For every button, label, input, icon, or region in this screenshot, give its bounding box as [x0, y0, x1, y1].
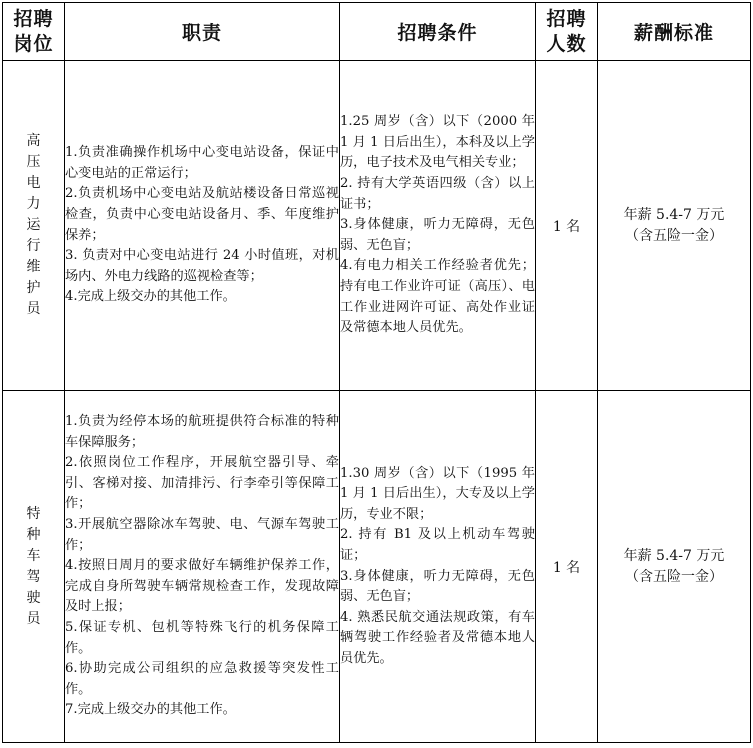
duty-item: 4.按照日周月的要求做好车辆维护保养工作，完成自身所驾驶车辆常规检查工作，发现故障及时上报； — [65, 558, 339, 615]
position-cell — [3, 61, 65, 391]
requirement-item: 3.身体健康，听力无障碍，无色弱、无色盲； — [340, 568, 535, 605]
header-position-line1: 招聘 — [13, 7, 54, 30]
requirement-item: 3.身体健康，听力无障碍，无色弱、无色盲； — [340, 217, 535, 253]
header-requirements: 招聘条件 — [340, 3, 536, 61]
requirement-item: 1.25 周岁（含）以下（2000 年 1 月 1 日后出生），本科及以上学历，电子技术及电气相关专业； — [340, 114, 535, 171]
duty-item: 3. 负责对中心变电站进行 24 小时值班，对机场内、外电力线路的巡视检查等； — [65, 248, 339, 284]
duties-cell — [65, 391, 340, 743]
duty-item: 3.开展航空器除冰车驾驶、电、气源车驾驶工作； — [65, 517, 339, 553]
salary-note: （含五险一金） — [625, 227, 723, 244]
count-cell: 1 名 — [536, 391, 598, 743]
duty-item: 7.完成上级交办的其他工作。 — [65, 702, 236, 718]
duty-item: 5.保证专机、包机等特殊飞行的机务保障工作。 — [65, 619, 339, 656]
duty-item: 1.负责为经停本场的航班提供符合标准的特种车保障服务； — [65, 414, 339, 450]
header-position — [3, 3, 65, 61]
salary-amount: 年薪 5.4-7 万元 — [623, 206, 725, 223]
position-name: 特种车驾驶员 — [26, 505, 41, 627]
header-duties: 职责 — [65, 3, 340, 61]
position-cell — [3, 391, 65, 743]
duty-item: 2.依照岗位工作程序，开展航空器引导、牵引、客梯对接、加清排污、行李牵引等保障工作； — [65, 455, 339, 512]
duty-item: 1.负责准确操作机场中心变电站设备，保证中心变电站的正常运行； — [65, 145, 339, 181]
salary-amount: 年薪 5.4-7 万元 — [623, 547, 725, 564]
salary-cell — [598, 61, 751, 391]
duty-item: 2.负责机场中心变电站及航站楼设备日常巡视检查，负责中心变电站设备月、季、年度维护保养； — [65, 186, 339, 243]
position-name: 高压电力运行维护员 — [26, 133, 41, 317]
requirements-cell — [340, 61, 536, 391]
table-row — [3, 391, 751, 743]
recruitment-table — [2, 2, 751, 743]
duty-item: 4.完成上级交办的其他工作。 — [65, 289, 236, 305]
requirement-item: 4. 熟悉民航交通法规政策，有车辆驾驶工作经验者及常德本地人员优先。 — [340, 609, 535, 666]
requirement-item: 2. 持有大学英语四级（含）以上证书； — [340, 176, 535, 212]
header-count — [536, 3, 598, 61]
table-row — [3, 61, 751, 391]
header-row — [3, 3, 751, 61]
duties-cell — [65, 61, 340, 391]
header-position-line2: 岗位 — [13, 32, 54, 55]
requirement-item: 2. 持有 B1 及以上机动车驾驶证； — [340, 527, 535, 563]
requirement-item: 1.30 周岁（含）以下（1995 年 1 月 1 日后出生），大专及以上学历，专业不限； — [340, 465, 535, 522]
header-count-line1: 招聘 — [546, 7, 587, 30]
duty-item: 6.协助完成公司组织的应急救援等突发性工作。 — [65, 661, 339, 697]
salary-note: （含五险一金） — [625, 568, 723, 585]
salary-cell — [598, 391, 751, 743]
header-count-line2: 人数 — [546, 32, 587, 55]
requirement-item: 4.有电力相关工作经验者优先；持有电工作业许可证（高压）、电工作业进网许可证、高处作业证及常德本地人员优先。 — [340, 258, 535, 336]
count-cell: 1 名 — [536, 61, 598, 391]
requirements-cell — [340, 391, 536, 743]
header-salary: 薪酬标准 — [598, 3, 751, 61]
